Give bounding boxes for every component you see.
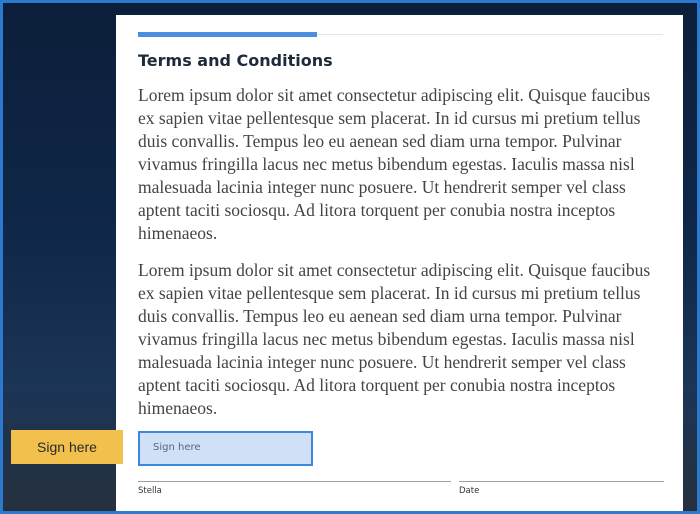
sign-here-tab[interactable]: Sign here <box>11 430 123 464</box>
document-page <box>116 15 683 511</box>
terms-paragraph: Lorem ipsum dolor sit amet consectetur adipiscing elit. Quisque faucibus ex sapien vitae pellentesque sem placerat. In id cursus mi pretium tellus duis convallis. Tempus leo eu aenean sed diam urna tempor. Pulvinar vivamus fringilla lacus nec metus bibendum egestas. Iaculis massa nisl malesuada lacinia integer nunc posuere. Ut hendrerit semper vel class aptent taciti sociosqu. Ad litora torquent per conubia nostra inceptos himenaeos. <box>138 85 651 243</box>
signer-name: Stella <box>138 486 162 496</box>
app-window <box>3 3 697 511</box>
progress-bar <box>138 32 317 37</box>
signature-line <box>138 481 451 482</box>
date-line <box>459 481 664 482</box>
signature-field-label: Sign here <box>153 442 201 453</box>
document-title: Terms and Conditions <box>138 51 333 70</box>
date-label: Date <box>459 486 480 496</box>
terms-paragraph: Lorem ipsum dolor sit amet consectetur adipiscing elit. Quisque faucibus ex sapien vitae pellentesque sem placerat. In id cursus mi pretium tellus duis convallis. Tempus leo eu aenean sed diam urna tempor. Pulvinar vivamus fringilla lacus nec metus bibendum egestas. Iaculis massa nisl malesuada lacinia integer nunc posuere. Ut hendrerit semper vel class aptent taciti sociosqu. Ad litora torquent per conubia nostra inceptos himenaeos. <box>138 260 651 418</box>
signature-field[interactable] <box>138 431 313 466</box>
